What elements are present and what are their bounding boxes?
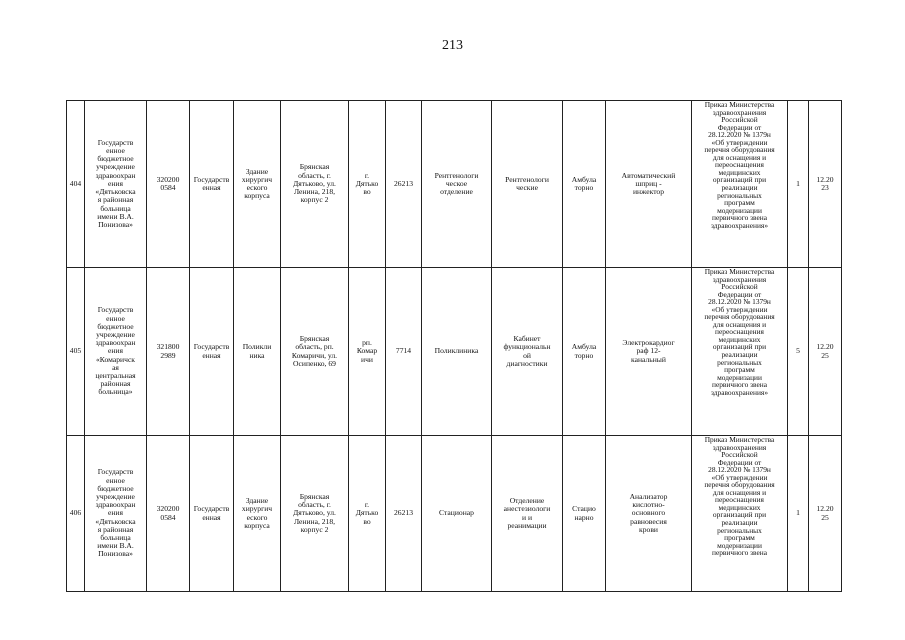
equipment-registry-table [66,100,842,592]
care-type-cell: Амбула торно [563,101,606,268]
unit-cell: Кабинет функциональн ой диагностики [492,268,563,436]
oktmo-cell: 26213 [386,101,422,268]
building-cell: Здание хирургич еского корпуса [234,436,281,592]
care-type-cell: Стацио нарно [563,436,606,592]
row-number-cell: 406 [67,436,85,592]
date-cell: 12.20 25 [809,268,842,436]
address-cell: Брянская область, г. Дятьково, ул. Ленина, 218, корпус 2 [281,101,349,268]
page-number: 213 [442,38,463,53]
order-reference-cell: Приказ Министерства здравоохранения Российской Федерации от 28.12.2020 № 1379н «Об утверждении перечня оборудования для оснащения и переоснащения медицинских организаций при реализации региональных программ модернизации первичного звена [692,436,788,592]
unit-cell: Отделение анестезиологи и и реанимации [492,436,563,592]
order-reference-cell: Приказ Министерства здравоохранения Российской Федерации от 28.12.2020 № 1379н «Об утверждении перечня оборудования для оснащения и переоснащения медицинских организаций при реализации региональных программ модернизации первичного звена здравоохранения» [692,268,788,436]
locality-cell: г. Дятько во [349,101,386,268]
organization-cell: Государств енное бюджетное учреждение здравоохран ения «Дятьковска я районная больница имени В.А. Понизова» [85,436,147,592]
table-row [67,436,842,592]
date-cell: 12.20 23 [809,101,842,268]
quantity-cell: 1 [788,436,809,592]
quantity-cell: 1 [788,101,809,268]
oktmo-cell: 26213 [386,436,422,592]
code-cell: 320200 0584 [147,436,190,592]
table-row [67,101,842,268]
date-cell: 12.20 25 [809,436,842,592]
department-cell: Рентгенологи ческое отделение [422,101,492,268]
organization-cell: Государств енное бюджетное учреждение здравоохран ения «Комаричск ая центральная районная больница» [85,268,147,436]
equipment-cell: Электрокардиог раф 12- канальный [606,268,692,436]
department-cell: Поликлиника [422,268,492,436]
order-reference-cell: Приказ Министерства здравоохранения Российской Федерации от 28.12.2020 № 1379н «Об утверждении перечня оборудования для оснащения и переоснащения медицинских организаций при реализации региональных программ модернизации первичного звена здравоохранения» [692,101,788,268]
locality-cell: г. Дятько во [349,436,386,592]
oktmo-cell: 7714 [386,268,422,436]
address-cell: Брянская область, г. Дятьково, ул. Ленина, 218, корпус 2 [281,436,349,592]
code-cell: 321800 2989 [147,268,190,436]
care-type-cell: Амбула торно [563,268,606,436]
equipment-cell: Анализатор кислотно- основного равновесия крови [606,436,692,592]
locality-cell: рп. Комар ичи [349,268,386,436]
unit-cell: Рентгенологи ческие [492,101,563,268]
code-cell: 320200 0584 [147,101,190,268]
ownership-cell: Государств енная [190,268,234,436]
row-number-cell: 405 [67,268,85,436]
building-cell: Здание хирургич еского корпуса [234,101,281,268]
ownership-cell: Государств енная [190,101,234,268]
table-row [67,268,842,436]
quantity-cell: 5 [788,268,809,436]
building-cell: Поликли ника [234,268,281,436]
address-cell: Брянская область, рп. Комаричи, ул. Осипенко, 69 [281,268,349,436]
row-number-cell: 404 [67,101,85,268]
organization-cell: Государств енное бюджетное учреждение здравоохран ения «Дятьковска я районная больница имени В.А. Понизова» [85,101,147,268]
equipment-cell: Автоматический шприц - инжектор [606,101,692,268]
ownership-cell: Государств енная [190,436,234,592]
department-cell: Стационар [422,436,492,592]
